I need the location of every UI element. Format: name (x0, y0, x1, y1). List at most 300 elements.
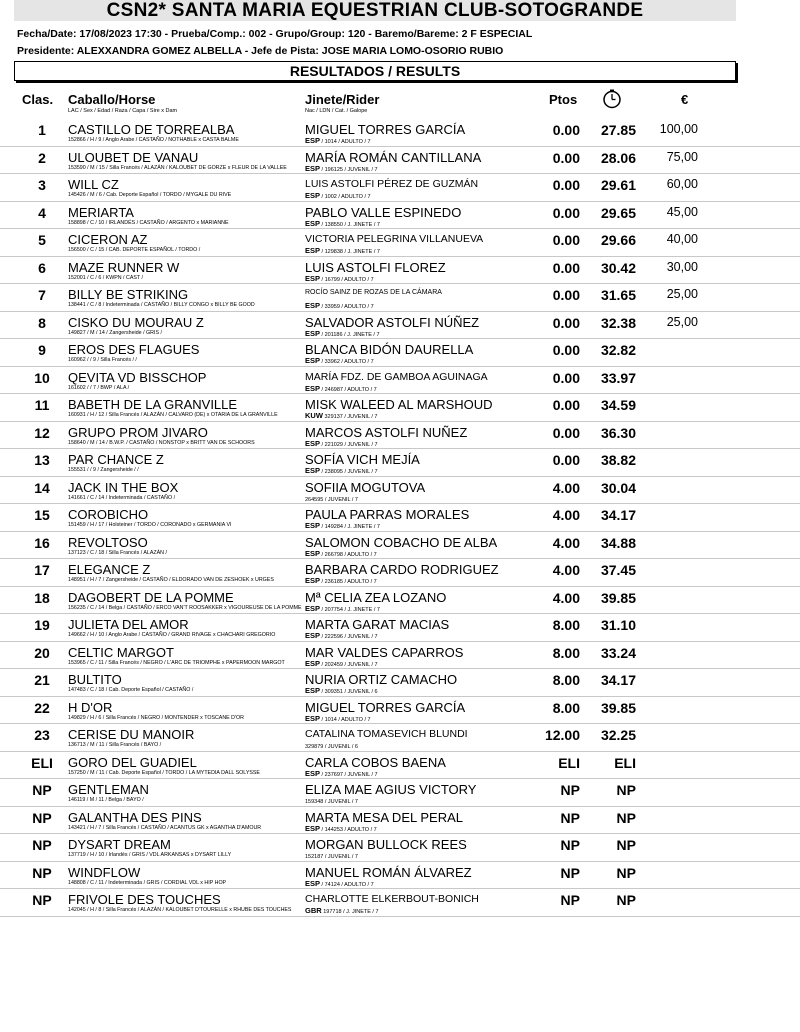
horse-details: 149662 / H / 10 / Anglo Arabe / CASTAÑO / GRAND RIVAGE x CHACHARI GREGORIO (68, 632, 276, 638)
result-row (0, 504, 800, 532)
prize: 100,00 (659, 122, 698, 136)
rider-license: / 207754 / J. JINETE / 7 (321, 606, 380, 613)
rider-name: MARTA GARAT MACIAS (305, 617, 450, 632)
rider-license: / 138550 / J. JINETE / 7 (321, 221, 380, 228)
horse-name: CELTIC MARGOT (68, 644, 174, 660)
rider-nation: ESP (305, 658, 321, 668)
time: NP (616, 864, 636, 881)
rider-details (305, 164, 378, 173)
rider-name: BLANCA BIDÓN DAURELLA (305, 342, 474, 357)
rider-nation: ESP (305, 603, 321, 613)
horse-name: GALANTHA DES PINS (68, 809, 202, 825)
horse-name: ELEGANCE Z (68, 562, 151, 577)
result-row (0, 889, 800, 917)
rider-name: SOFIIA MOGUTOVA (305, 479, 426, 495)
time: NP (616, 809, 636, 826)
horse-details: 149829 / H / 6 / Silla Francés / NEGRO / MONTENDER x TOSCANE D'OR (68, 714, 244, 721)
points: 8.00 (552, 617, 580, 633)
time: 28.06 (600, 149, 636, 166)
rider-nation: ESP (305, 466, 321, 475)
time: 38.82 (600, 452, 636, 468)
points: 12.00 (544, 727, 580, 743)
rider-name: Mª CELIA ZEA LOZANO (305, 589, 447, 605)
rider-nation: KUW (305, 411, 323, 420)
rider-name: PABLO VALLE ESPINEDO (305, 204, 462, 220)
rider-license: / 309351 / JUVENIL / 6 (321, 689, 378, 695)
rider-details (305, 549, 377, 558)
rank: 21 (34, 672, 50, 688)
rider-license: 329137 / JUVENIL / 7 (324, 414, 378, 420)
horse-name: JACK IN THE BOX (68, 479, 179, 495)
points: NP (560, 782, 580, 798)
horse-details: 137719 / H / 10 / Irlandés / GRIS / VDL ARKANSAS x DYSART LILLY (68, 852, 232, 858)
rider-details (305, 769, 378, 778)
horse-details: 146119 / M / 11 / Belga / BAYO / (68, 797, 144, 803)
prize: 25,00 (666, 314, 698, 329)
rider-details (305, 824, 377, 833)
horse-details: 156500 / C / 15 / CAB. DEPORTE ESPAÑOL / TORDO / (68, 247, 201, 253)
rank: 22 (34, 699, 50, 716)
rider-details (305, 191, 371, 200)
horse-name: CASTILLO DE TORREALBA (68, 122, 235, 137)
rider-license: / 33959 / ADULTO / 7 (321, 304, 374, 310)
rider-name: SALVADOR ASTOLFI NÚÑEZ (305, 314, 480, 330)
rider-nation: ESP (305, 163, 321, 173)
horse-column-header: Caballo/Horse (68, 92, 156, 107)
result-row (0, 697, 800, 725)
rider-license: / 246987 / ADULTO / 7 (321, 386, 377, 393)
rider-name: MAR VALDES CAPARROS (305, 644, 464, 660)
time: 27.85 (600, 122, 636, 138)
rider-nation: ESP (305, 878, 321, 888)
points: NP (560, 837, 580, 853)
rider-details (305, 219, 380, 228)
horse-details: 152866 / H / 9 / Anglo Arabe / CASTAÑO / NOTHABLE x CASTA BALME (68, 137, 239, 143)
horse-details: 157250 / M / 11 / Cab. Deporte Español / TORDO / LA MYTEDIA DALL SOLYSSE (68, 769, 260, 776)
points: NP (560, 809, 580, 826)
prize: 60,00 (666, 177, 698, 191)
result-row (0, 834, 800, 862)
rider-license: / 266798 / ADULTO / 7 (321, 551, 377, 558)
rider-details (305, 714, 371, 723)
prize: 30,00 (666, 259, 698, 274)
horse-details: 151459 / H / 17 / Holsteiner / TORDO / CORONADO x GERMANIA VI (68, 522, 232, 528)
horse-name: DAGOBERT DE LA POMME (68, 589, 234, 605)
rider-details (305, 356, 374, 365)
result-row (0, 229, 800, 257)
time: 31.65 (600, 287, 636, 303)
rider-nation: ESP (305, 438, 321, 448)
result-row (0, 559, 800, 587)
rank: 5 (38, 232, 46, 248)
time: 29.65 (600, 204, 636, 221)
points: 4.00 (552, 562, 580, 578)
points: 4.00 (552, 479, 580, 496)
time: NP (616, 837, 636, 853)
rider-name: LUIS ASTOLFI FLOREZ (305, 259, 446, 275)
rider-name: SOFÍA VICH MEJÍA (305, 452, 420, 467)
rider-name: MARCOS ASTOLFI NUÑEZ (305, 424, 468, 440)
rider-nation: ESP (305, 246, 321, 255)
result-row (0, 422, 800, 450)
rank: 18 (34, 589, 50, 606)
horse-details: 153965 / C / 11 / Silla Francés / NEGRO / L'ARC DE TRIOMPHE x PAPERMOON MARGOT (68, 659, 285, 666)
result-row (0, 779, 800, 807)
horse-name: BILLY BE STRIKING (68, 287, 189, 302)
results-table (0, 119, 800, 917)
rider-license: 329879 / JUVENIL / 6 (305, 744, 358, 750)
points: 0.00 (552, 314, 580, 331)
points: NP (560, 864, 580, 881)
time: 34.17 (600, 507, 636, 523)
rider-nation: ESP (305, 686, 321, 695)
rider-details (305, 274, 374, 283)
rider-details (305, 301, 374, 310)
points: 0.00 (552, 232, 580, 248)
prize: 75,00 (666, 149, 698, 164)
result-row (0, 614, 800, 642)
time: 37.45 (600, 562, 636, 578)
result-row (0, 284, 800, 312)
result-row (0, 669, 800, 697)
rank: 23 (34, 727, 50, 743)
rank: 1 (38, 122, 46, 138)
time: NP (616, 892, 636, 908)
horse-name: WILL CZ (68, 177, 119, 192)
rider-details (305, 329, 380, 338)
rider-name: MARÍA ROMÁN CANTILLANA (305, 149, 482, 165)
horse-name: QEVITA VD BISSCHOP (68, 369, 207, 385)
rider-name: MARTA MESA DEL PERAL (305, 809, 463, 825)
points: 8.00 (552, 672, 580, 688)
rider-license: / 196125 / JUVENIL / 7 (321, 166, 378, 173)
result-row (0, 174, 800, 202)
rider-nation: ESP (305, 273, 321, 283)
rider-name: MANUEL ROMÁN ÁLVAREZ (305, 864, 472, 880)
horse-details: 158898 / C / 10 / IRLANDÉS / CASTAÑO / ARGENTO x MARIANNE (68, 219, 229, 226)
points: 0.00 (552, 369, 580, 386)
rider-license: / 201186 / J. JINETE / 7 (321, 331, 380, 338)
rider-name: MIGUEL TORRES GARCÍA (305, 122, 466, 137)
rider-license: / 202459 / JUVENIL / 7 (321, 661, 378, 668)
officials-info: Presidente: ALEXXANDRA GOMEZ ALBELLA - Jefe de Pista: JOSE MARIA LOMO-OSORIO RUBIO (17, 45, 504, 57)
points: 8.00 (552, 699, 580, 716)
points: 0.00 (552, 452, 580, 468)
points: 4.00 (552, 507, 580, 523)
rider-nation: ESP (305, 301, 321, 310)
time: 34.59 (600, 397, 636, 413)
time: 32.82 (600, 342, 636, 358)
rank: 13 (34, 452, 50, 468)
rider-license: / 1014 / ADULTO / 7 (321, 139, 371, 145)
rider-details (305, 879, 374, 888)
rider-details (305, 384, 377, 393)
rank: 2 (38, 149, 46, 166)
rider-license: / 149284 / J. JINETE / 7 (321, 524, 380, 530)
points: 0.00 (552, 397, 580, 413)
rider-name: MIGUEL TORRES GARCÍA (305, 699, 466, 715)
points: 0.00 (552, 424, 580, 441)
horse-details: 148951 / H / 7 / Zangersheide / CASTAÑO / ELDORADO VAN DE ZESHOEK x URGES (68, 577, 274, 583)
horse-details: 158640 / M / 14 / B.W.P. / CASTAÑO / NONSTOP x BRITT VAN DE SCHOORS (68, 439, 255, 446)
horse-name: PAR CHANCE Z (68, 452, 164, 467)
rider-name: VICTORIA PELEGRINA VILLANUEVA (305, 233, 484, 245)
rider-license: 152187 / JUVENIL / 7 (305, 854, 358, 860)
result-row (0, 449, 800, 477)
rider-details (305, 521, 380, 530)
points: 0.00 (552, 287, 580, 303)
rider-license: / 129838 / J. JINETE / 7 (321, 249, 380, 255)
result-row (0, 339, 800, 367)
rider-nation: ESP (305, 136, 321, 145)
rider-license: / 237697 / JUVENIL / 7 (321, 771, 378, 778)
result-row (0, 202, 800, 230)
points: 8.00 (552, 644, 580, 661)
horse-name: CICERON AZ (68, 232, 148, 247)
rider-license: / 236185 / ADULTO / 7 (321, 579, 377, 585)
rider-nation: ESP (305, 631, 321, 640)
result-row (0, 752, 800, 780)
points: 0.00 (552, 122, 580, 138)
time: 39.85 (600, 699, 636, 716)
horse-name: JULIETA DEL AMOR (68, 617, 189, 632)
result-row (0, 367, 800, 395)
horse-details: 149827 / M / 14 / Zangersheide / GRIS / (68, 329, 162, 336)
points: 0.00 (552, 177, 580, 193)
prize: 25,00 (666, 287, 698, 301)
horse-name: DYSART DREAM (68, 837, 171, 852)
rank-column-header: Clas. (22, 92, 54, 107)
result-row (0, 724, 800, 752)
rider-nation: ESP (305, 383, 321, 393)
horse-name: CISKO DU MOURAU Z (68, 314, 204, 330)
competition-title: CSN2* SANTA MARIA EQUESTRIAN CLUB-SOTOGRANDE (14, 0, 736, 21)
horse-name: ULOUBET DE VANAU (68, 149, 199, 165)
horse-details: 156235 / C / 14 / Belga / CASTAÑO / ERCO VAN'T ROOSAKKER x VIGOUREUSE DE LA POMME (68, 604, 302, 611)
points: ELI (558, 754, 580, 771)
rank: 9 (38, 342, 46, 358)
rank: 20 (34, 644, 50, 661)
rider-details (305, 604, 380, 613)
time: 30.04 (600, 479, 636, 496)
rank: 12 (34, 424, 50, 441)
rider-details (305, 906, 379, 915)
points: 4.00 (552, 534, 580, 551)
rider-name: MORGAN BULLOCK REES (305, 837, 467, 852)
rank: 11 (34, 397, 50, 413)
rider-details (305, 631, 378, 640)
rank: NP (32, 809, 52, 826)
rank: 4 (38, 204, 46, 221)
horse-details: 153590 / M / 15 / Silla Francés / ALAZÁN / KALOUBET DE GORZE x FLEUR DE LA VALLEE (68, 164, 287, 171)
time: 29.66 (600, 232, 636, 248)
rider-details (305, 659, 378, 668)
rider-name: LUIS ASTOLFI PÉREZ DE GUZMÁN (305, 178, 479, 190)
rider-license: / 221029 / JUVENIL / 7 (321, 441, 378, 448)
rider-details (305, 439, 378, 448)
horse-details: 155531 / / 9 / Zangersheide / / (68, 467, 139, 473)
rider-nation: ESP (305, 218, 321, 228)
horse-name: REVOLTOSO (68, 534, 148, 550)
time: 32.38 (600, 314, 636, 331)
rider-license: / 144253 / ADULTO / 7 (321, 826, 377, 833)
horse-name: BABETH DE LA GRANVILLE (68, 397, 238, 412)
rank: NP (32, 782, 52, 798)
rider-details (305, 576, 377, 585)
points: 0.00 (552, 204, 580, 221)
time: 34.17 (600, 672, 636, 688)
horse-details: 145426 / M / 6 / Cab. Deporte Español / TORDO / MYGALE DU RIVE (68, 192, 232, 198)
result-row (0, 394, 800, 422)
rider-name: PAULA PARRAS MORALES (305, 507, 470, 522)
rank: NP (32, 837, 52, 853)
rider-name: MISK WALEED AL MARSHOUD (305, 397, 493, 412)
rider-name: ELIZA MAE AGIUS VICTORY (305, 782, 477, 797)
rider-license: / 1014 / ADULTO / 7 (321, 716, 371, 723)
time: 34.88 (600, 534, 636, 551)
rider-details (305, 494, 358, 503)
rider-details (305, 741, 358, 750)
time: NP (616, 782, 636, 798)
rank: 19 (34, 617, 50, 633)
horse-name: GRUPO PROM JIVARO (68, 424, 208, 440)
rider-nation: ESP (305, 328, 321, 338)
result-row (0, 312, 800, 340)
rank: 15 (34, 507, 50, 523)
time: 30.42 (600, 259, 636, 276)
result-row (0, 532, 800, 560)
rider-name: NURIA ORTIZ CAMACHO (305, 672, 458, 687)
rider-details (305, 796, 358, 805)
points: 0.00 (552, 149, 580, 166)
rank: NP (32, 864, 52, 881)
horse-details: 142045 / H / 8 / Silla Francés / ALAZÁN / KALOUBET D'TOURELLE x RHUBE DES TOUCHES (68, 907, 292, 913)
rider-license: / 74124 / ADULTO / 7 (321, 881, 374, 888)
result-row (0, 477, 800, 505)
rider-column-subheader: Nac / LDN / Cat. / Galope (305, 108, 368, 114)
horse-name: BULTITO (68, 672, 122, 687)
horse-name: GENTLEMAN (68, 782, 149, 797)
rank: ELI (31, 754, 53, 771)
horse-name: FRIVOLE DES TOUCHES (68, 892, 221, 907)
result-row (0, 257, 800, 285)
points: 0.00 (552, 259, 580, 276)
clock-icon (602, 89, 622, 109)
horse-name: MERIARTA (68, 204, 134, 220)
rider-details (305, 246, 380, 255)
time: 31.10 (600, 617, 636, 633)
rider-nation: ESP (305, 521, 321, 530)
horse-details: 160962 / / 9 / Silla Francés / / (68, 357, 137, 363)
horse-details: 152001 / C / 6 / KWPN / CAST / (68, 274, 143, 281)
rank: 16 (34, 534, 50, 551)
rank: 17 (34, 562, 50, 578)
rider-license: 159348 / JUVENIL / 7 (305, 799, 358, 805)
time: 33.97 (600, 369, 636, 386)
rider-license: / 16799 / ADULTO / 7 (321, 276, 374, 283)
rider-nation: ESP (305, 356, 321, 365)
horse-name: CERISE DU MANOIR (68, 727, 195, 742)
time: 32.25 (600, 727, 636, 743)
rider-column-header: Jinete/Rider (305, 92, 380, 107)
rider-nation: ESP (305, 548, 321, 558)
rank: 3 (38, 177, 46, 193)
points: NP (560, 892, 580, 908)
competition-info: Fecha/Date: 17/08/2023 17:30 - Prueba/Comp.: 002 - Grupo/Group: 120 - Baremo/Bareme: 2 F ESPECIAL (17, 28, 533, 40)
results-heading: RESULTADOS / RESULTS (14, 61, 736, 81)
rank: NP (32, 892, 52, 908)
rank: 7 (38, 287, 46, 303)
horse-details: 136713 / M / 11 / Silla Francés / BAYO / (68, 742, 162, 748)
result-row (0, 119, 800, 147)
horse-name: EROS DES FLAGUES (68, 342, 200, 357)
rider-details (305, 466, 378, 475)
time: ELI (614, 754, 636, 771)
rider-nation: ESP (305, 713, 321, 723)
horse-column-subheader: LAC / Sex / Edad / Raza / Capa / Sire x Dam (68, 108, 178, 114)
time: 33.24 (600, 644, 636, 661)
rider-nation: ESP (305, 576, 321, 585)
prize: 45,00 (666, 204, 698, 219)
time: 29.61 (600, 177, 636, 193)
rider-license: / 238095 / JUVENIL / 7 (321, 469, 378, 475)
horse-details: 137123 / C / 18 / Silla Francés / ALAZÁN / (68, 549, 167, 556)
points: 0.00 (552, 342, 580, 358)
rider-license: / 222596 / JUVENIL / 7 (321, 634, 378, 640)
prize-column-header: € (681, 92, 689, 107)
rider-details (305, 411, 377, 420)
horse-details: 160931 / H / 12 / Silla Francés / ALAZÁN / CALVARO (DE) x OTARIA DE LA GRANVILLE (68, 412, 278, 418)
rider-details (305, 851, 358, 860)
rider-license: / 1002 / ADULTO / 7 (321, 194, 371, 200)
rider-name: BARBARA CARDO RODRIGUEZ (305, 562, 499, 577)
rider-nation: GBR (305, 906, 322, 915)
rider-details (305, 136, 371, 145)
horse-name: COROBICHO (68, 507, 149, 522)
rider-name: CHARLOTTE ELKERBOUT-BONICH (305, 893, 479, 905)
horse-details: 138441 / C / 8 / Indeterminada / CASTAÑO / BILLY CONGO x BILLY BE GOOD (68, 302, 255, 308)
horse-details: 147483 / C / 18 / Cab. Deporte Español / CASTAÑO / (68, 687, 194, 693)
time: 36.30 (600, 424, 636, 441)
horse-details: 143421 / H / 7 / Silla Francés / CASTAÑO / ACANTUS GK x AGANTHA D'AMOUR (68, 824, 262, 831)
prize: 40,00 (666, 232, 698, 246)
horse-name: GORO DEL GUADIEL (68, 754, 197, 770)
result-row (0, 642, 800, 670)
rider-details (305, 686, 378, 695)
horse-name: WINDFLOW (68, 864, 141, 880)
rider-name: CARLA COBOS BAENA (305, 754, 446, 770)
rider-name: ROCÍO SAINZ DE ROZAS DE LA CÁMARA (305, 289, 442, 296)
result-row (0, 807, 800, 835)
rank: 8 (38, 314, 46, 331)
rider-name: MARÍA FDZ. DE GAMBOA AGUINAGA (305, 370, 488, 383)
rank: 14 (34, 479, 50, 496)
rider-name: SALOMON COBACHO DE ALBA (305, 534, 498, 550)
horse-details: 161602 / / 7 / BWP / ALA / (68, 384, 130, 391)
horse-details: 141661 / C / 14 / Indeterminada / CASTAÑO / (68, 494, 176, 501)
rider-license: 197718 / J. JINETE / 7 (323, 909, 379, 915)
result-row (0, 147, 800, 175)
rank: 10 (34, 369, 50, 386)
rider-nation: ESP (305, 768, 321, 778)
result-row (0, 862, 800, 890)
horse-name: H D'OR (68, 699, 113, 715)
time: 39.85 (600, 589, 636, 606)
rank: 6 (38, 259, 46, 276)
points-column-header: Ptos (549, 92, 578, 107)
horse-details: 148808 / C / 11 / Indeterminada / GRIS / CORDIAL VDL x HIP HOP (68, 879, 227, 886)
result-row (0, 587, 800, 615)
